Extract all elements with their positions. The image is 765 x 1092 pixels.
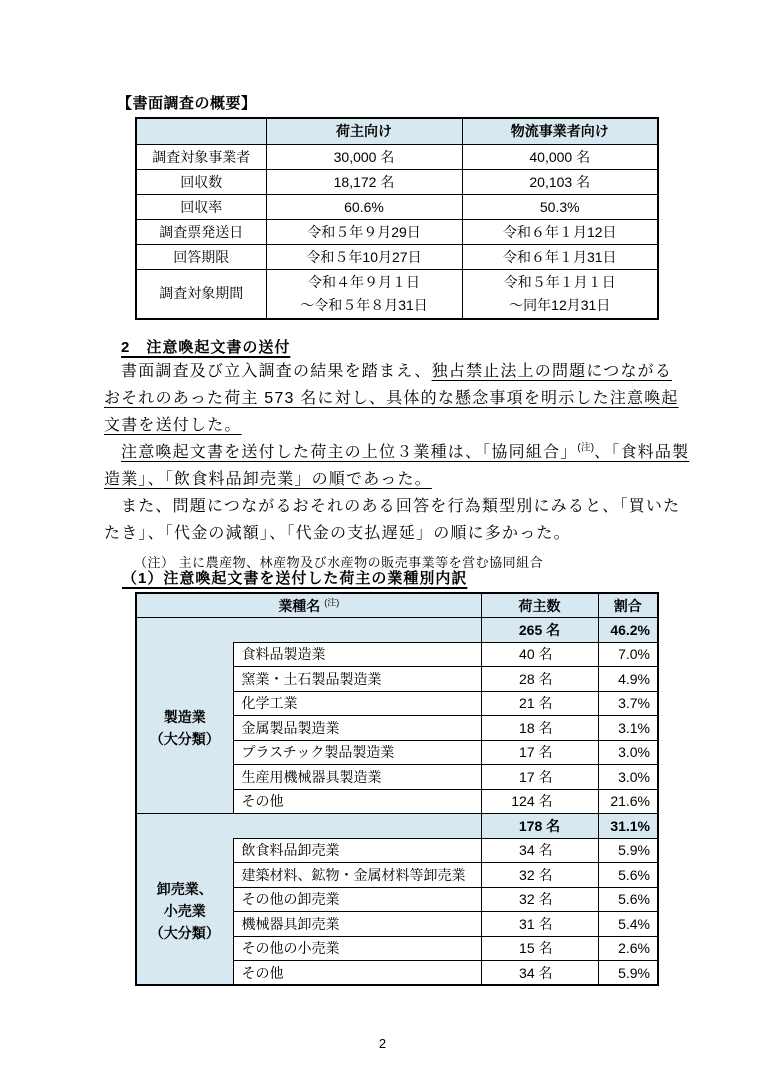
underlined-paragraph-line: おそれのあった荷主 573 名に対し、具体的な懸念事項を明示した注意喚起 [104, 390, 679, 407]
row-label: 調査対象事業者 [136, 144, 266, 169]
header-text: 業種名 [278, 597, 321, 614]
logistics-value [462, 269, 658, 319]
industry-breakdown-table [135, 592, 659, 986]
row-label: 回収数 [136, 169, 266, 194]
logistics-value: 40,000 名 [462, 144, 658, 169]
table-row [136, 219, 658, 244]
category-line: （大分類） [149, 925, 220, 941]
industry-name: 機械器具卸売業 [233, 912, 481, 937]
empty-subtotal-cell [136, 618, 481, 643]
industry-count: 31 名 [481, 912, 598, 937]
period-line-2: ～同年12月31日 [509, 296, 611, 313]
industry-count: 17 名 [481, 765, 598, 790]
subtotal-count: 178 名 [481, 814, 598, 839]
row-label: 調査票発送日 [136, 219, 266, 244]
industry-name: 食料品製造業 [233, 642, 481, 667]
shipper-value [266, 269, 462, 319]
period-line-1: 令和５年１月１日 [503, 273, 616, 290]
industry-share: 5.4% [598, 912, 658, 937]
industry-count: 17 名 [481, 740, 598, 765]
survey-overview-title: 【書面調査の概要】 [117, 95, 257, 112]
industry-share: 2.6% [598, 936, 658, 961]
industry-name: プラスチック製品製造業 [233, 740, 481, 765]
category-line: （大分類） [149, 730, 220, 747]
underlined-paragraph-line: 造業」、「飲食料品卸売業」の順であった。 [104, 471, 432, 488]
logistics-value: 50.3% [462, 194, 658, 219]
industry-column-header [136, 593, 481, 618]
industry-name: その他 [233, 789, 481, 814]
section-2-1-heading: （1）注意喚起文書を送付した荷主の業種別内訳 [122, 570, 468, 587]
industry-share: 3.7% [598, 691, 658, 716]
shipper-column-header: 荷主向け [266, 118, 462, 144]
subtotal-row [136, 618, 658, 643]
table-row [136, 144, 658, 169]
footnote-line: （注） 主に農産物、林産物及び水産物の販売事業等を営む協同組合 [134, 555, 544, 570]
industry-name: その他の卸売業 [233, 887, 481, 912]
table-header-row [136, 593, 658, 618]
paragraph-line [104, 358, 689, 385]
industry-count: 21 名 [481, 691, 598, 716]
industry-count: 34 名 [481, 838, 598, 863]
industry-count: 40 名 [481, 642, 598, 667]
industry-name: 化学工業 [233, 691, 481, 716]
industry-share: 21.6% [598, 789, 658, 814]
note-reference-superscript: (注) [577, 442, 595, 454]
shipper-value: 18,172 名 [266, 169, 462, 194]
table-row [136, 642, 658, 667]
note-reference-superscript: (注) [324, 596, 340, 607]
paragraph-line: たき」、「代金の減額」、「代金の支払遅延」の順に多かった。 [104, 525, 571, 542]
category-cell-manufacturing [136, 642, 233, 814]
category-line: 卸売業、 [156, 881, 213, 897]
logistics-value: 令和６年１月31日 [462, 244, 658, 269]
industry-name: 生産用機械器具製造業 [233, 765, 481, 790]
empty-subtotal-cell [136, 814, 481, 839]
subtotal-share: 46.2% [598, 618, 658, 643]
table-header-row [136, 118, 658, 144]
table-row [136, 838, 658, 863]
industry-name: 窯業・土石製品製造業 [233, 667, 481, 692]
logistics-value: 令和６年１月12日 [462, 219, 658, 244]
industry-name: その他 [233, 961, 481, 986]
industry-count: 18 名 [481, 716, 598, 741]
section-2-heading: 2 注意喚起文書の送付 [121, 339, 291, 356]
industry-count: 32 名 [481, 863, 598, 888]
industry-count: 124 名 [481, 789, 598, 814]
industry-share: 3.0% [598, 740, 658, 765]
industry-share: 5.9% [598, 838, 658, 863]
industry-count: 15 名 [481, 936, 598, 961]
text-segment: 、「食料品製 [594, 444, 690, 461]
industry-share: 3.0% [598, 765, 658, 790]
logistics-value: 20,103 名 [462, 169, 658, 194]
underlined-paragraph-line: 文書を送付した。 [104, 417, 242, 434]
share-column-header: 割合 [598, 593, 658, 618]
table-row [136, 169, 658, 194]
subtotal-row [136, 814, 658, 839]
industry-share: 7.0% [598, 642, 658, 667]
table-row [136, 269, 658, 319]
subtotal-count: 265 名 [481, 618, 598, 643]
industry-name: 金属製品製造業 [233, 716, 481, 741]
shipper-value: 30,000 名 [266, 144, 462, 169]
industry-name: 建築材料、鉱物・金属材料等卸売業 [233, 863, 481, 888]
industry-share: 5.6% [598, 887, 658, 912]
text-segment: 書面調査及び立入調査の結果を踏まえ、 [121, 363, 432, 380]
text-segment: 注意喚起文書を送付した荷主の上位３業種は、「協同組合」 [121, 444, 578, 461]
underlined-text-segment: 独占禁止法上の問題につながる [431, 363, 673, 380]
section-2-body [104, 358, 689, 576]
industry-share: 4.9% [598, 667, 658, 692]
empty-header-cell [136, 118, 266, 144]
industry-count: 32 名 [481, 887, 598, 912]
shipper-value: 60.6% [266, 194, 462, 219]
table-row [136, 194, 658, 219]
shipper-value: 令和５年10月27日 [266, 244, 462, 269]
industry-count: 28 名 [481, 667, 598, 692]
category-cell-wholesale-retail [136, 838, 233, 985]
row-label: 回答期限 [136, 244, 266, 269]
count-column-header: 荷主数 [481, 593, 598, 618]
industry-count: 34 名 [481, 961, 598, 986]
period-line-2: ～令和５年８月31日 [300, 296, 428, 313]
paragraph-line [104, 439, 689, 466]
subtotal-share: 31.1% [598, 814, 658, 839]
row-label: 回収率 [136, 194, 266, 219]
industry-share: 3.1% [598, 716, 658, 741]
industry-name: その他の小売業 [233, 936, 481, 961]
category-line: 小売業 [163, 903, 206, 919]
page-number: 2 [378, 1036, 387, 1051]
row-label: 調査対象期間 [136, 269, 266, 319]
industry-share: 5.9% [598, 961, 658, 986]
industry-name: 飲食料品卸売業 [233, 838, 481, 863]
paragraph-line: また、問題につながるおそれのある回答を行為類型別にみると、「買いた [121, 498, 681, 515]
category-line: 製造業 [163, 708, 206, 725]
table-row [136, 244, 658, 269]
logistics-column-header: 物流事業者向け [462, 118, 658, 144]
period-line-1: 令和４年９月１日 [308, 273, 420, 290]
survey-overview-table [135, 117, 659, 320]
shipper-value: 令和５年９月29日 [266, 219, 462, 244]
industry-share: 5.6% [598, 863, 658, 888]
underlined-text-segment [121, 444, 689, 461]
